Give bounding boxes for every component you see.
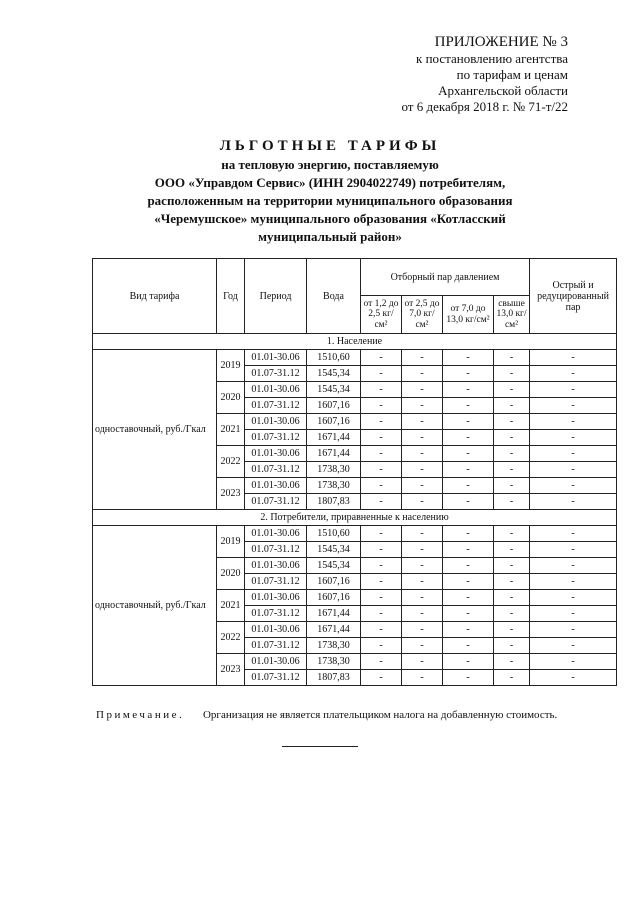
dash-cell: - [530, 574, 617, 590]
dash-cell: - [494, 574, 530, 590]
dash-cell: - [443, 606, 494, 622]
dash-cell: - [530, 446, 617, 462]
period-cell: 01.07-31.12 [245, 606, 307, 622]
dash-cell: - [361, 622, 402, 638]
water-cell: 1671,44 [307, 446, 361, 462]
period-cell: 01.01-30.06 [245, 526, 307, 542]
dash-cell: - [494, 638, 530, 654]
footnote [96, 709, 557, 721]
section-row [93, 510, 617, 526]
period-cell: 01.07-31.12 [245, 366, 307, 382]
appendix-line: Архангельской области [438, 83, 568, 98]
header-pressure-4: свыше 13,0 кг/см² [494, 296, 530, 334]
dash-cell: - [494, 558, 530, 574]
period-cell: 01.01-30.06 [245, 446, 307, 462]
title-main: ЛЬГОТНЫЕ ТАРИФЫ [219, 138, 441, 154]
dash-cell: - [443, 398, 494, 414]
dash-cell: - [530, 366, 617, 382]
period-cell: 01.01-30.06 [245, 382, 307, 398]
dash-cell: - [494, 430, 530, 446]
dash-cell: - [530, 526, 617, 542]
dash-cell: - [361, 446, 402, 462]
water-cell: 1545,34 [307, 366, 361, 382]
dash-cell: - [402, 494, 443, 510]
dash-cell: - [402, 478, 443, 494]
period-cell: 01.01-30.06 [245, 622, 307, 638]
dash-cell: - [402, 414, 443, 430]
title-line: расположенным на территории муниципального образования [147, 193, 513, 208]
water-cell: 1607,16 [307, 574, 361, 590]
dash-cell: - [494, 398, 530, 414]
dash-cell: - [443, 414, 494, 430]
section-title: 1. Население [93, 334, 617, 350]
year-cell: 2020 [217, 382, 245, 414]
appendix-line: к постановлению агентства [416, 51, 568, 66]
dash-cell: - [494, 446, 530, 462]
period-cell: 01.07-31.12 [245, 398, 307, 414]
dash-cell: - [530, 558, 617, 574]
header-pressure-2: от 2,5 до 7,0 кг/см² [402, 296, 443, 334]
dash-cell: - [361, 574, 402, 590]
dash-cell: - [530, 398, 617, 414]
year-cell: 2020 [217, 558, 245, 590]
table-row [93, 350, 617, 366]
dash-cell: - [402, 398, 443, 414]
header-steam: Отборный пар давлением [361, 259, 530, 296]
signature-line [282, 746, 358, 747]
water-cell: 1607,16 [307, 590, 361, 606]
dash-cell: - [402, 654, 443, 670]
period-cell: 01.07-31.12 [245, 462, 307, 478]
dash-cell: - [443, 590, 494, 606]
dash-cell: - [402, 366, 443, 382]
period-cell: 01.07-31.12 [245, 430, 307, 446]
section-row [93, 334, 617, 350]
dash-cell: - [402, 542, 443, 558]
appendix-line: от 6 декабря 2018 г. № 71-т/22 [401, 99, 568, 114]
dash-cell: - [402, 446, 443, 462]
dash-cell: - [443, 638, 494, 654]
header-pressure-1: от 1,2 до 2,5 кг/см² [361, 296, 402, 334]
dash-cell: - [443, 462, 494, 478]
period-cell: 01.01-30.06 [245, 590, 307, 606]
dash-cell: - [443, 526, 494, 542]
table-body [93, 334, 617, 686]
footnote-label: Примечание. [96, 709, 185, 721]
dash-cell: - [402, 574, 443, 590]
dash-cell: - [494, 526, 530, 542]
dash-cell: - [494, 366, 530, 382]
water-cell: 1607,16 [307, 414, 361, 430]
period-cell: 01.07-31.12 [245, 638, 307, 654]
dash-cell: - [443, 622, 494, 638]
dash-cell: - [402, 622, 443, 638]
title-line: на тепловую энергию, поставляемую [221, 157, 439, 172]
dash-cell: - [361, 430, 402, 446]
dash-cell: - [443, 670, 494, 686]
water-cell: 1510,60 [307, 350, 361, 366]
water-cell: 1545,34 [307, 382, 361, 398]
tariff-type-cell: одноставочный, руб./Гкал [93, 526, 217, 686]
title-line: муниципальный район» [258, 229, 402, 244]
dash-cell: - [443, 446, 494, 462]
dash-cell: - [402, 558, 443, 574]
dash-cell: - [402, 638, 443, 654]
water-cell: 1738,30 [307, 462, 361, 478]
dash-cell: - [494, 590, 530, 606]
dash-cell: - [361, 670, 402, 686]
dash-cell: - [494, 670, 530, 686]
dash-cell: - [494, 350, 530, 366]
header-pressure-3: от 7,0 до 13,0 кг/см² [443, 296, 494, 334]
dash-cell: - [402, 350, 443, 366]
dash-cell: - [402, 590, 443, 606]
dash-cell: - [530, 622, 617, 638]
dash-cell: - [530, 638, 617, 654]
header-year: Год [217, 259, 245, 334]
period-cell: 01.01-30.06 [245, 558, 307, 574]
title-line: ООО «Управдом Сервис» (ИНН 2904022749) потребителям, [154, 175, 506, 190]
water-cell: 1807,83 [307, 670, 361, 686]
water-cell: 1671,44 [307, 606, 361, 622]
dash-cell: - [361, 366, 402, 382]
dash-cell: - [530, 606, 617, 622]
dash-cell: - [530, 478, 617, 494]
year-cell: 2023 [217, 478, 245, 510]
period-cell: 01.07-31.12 [245, 542, 307, 558]
dash-cell: - [361, 606, 402, 622]
header-sharp-steam: Острый и редуцированный пар [530, 259, 617, 334]
dash-cell: - [361, 526, 402, 542]
water-cell: 1545,34 [307, 542, 361, 558]
dash-cell: - [530, 462, 617, 478]
year-cell: 2023 [217, 654, 245, 686]
dash-cell: - [494, 494, 530, 510]
dash-cell: - [530, 414, 617, 430]
year-cell: 2022 [217, 622, 245, 654]
dash-cell: - [361, 590, 402, 606]
footnote-text: Организация не является плательщиком налога на добавленную стоимость. [202, 709, 558, 721]
appendix-title: ПРИЛОЖЕНИЕ № 3 [434, 34, 568, 50]
table-row [93, 526, 617, 542]
water-cell: 1738,30 [307, 478, 361, 494]
dash-cell: - [361, 478, 402, 494]
year-cell: 2019 [217, 350, 245, 382]
year-cell: 2021 [217, 414, 245, 446]
dash-cell: - [530, 654, 617, 670]
dash-cell: - [402, 430, 443, 446]
dash-cell: - [494, 606, 530, 622]
dash-cell: - [530, 670, 617, 686]
dash-cell: - [361, 398, 402, 414]
dash-cell: - [443, 350, 494, 366]
dash-cell: - [361, 414, 402, 430]
dash-cell: - [530, 382, 617, 398]
dash-cell: - [530, 494, 617, 510]
dash-cell: - [402, 526, 443, 542]
dash-cell: - [402, 670, 443, 686]
dash-cell: - [402, 462, 443, 478]
tariff-type-cell: одноставочный, руб./Гкал [93, 350, 217, 510]
period-cell: 01.07-31.12 [245, 670, 307, 686]
water-cell: 1671,44 [307, 622, 361, 638]
dash-cell: - [443, 382, 494, 398]
dash-cell: - [530, 430, 617, 446]
document-title [60, 137, 600, 246]
dash-cell: - [494, 542, 530, 558]
dash-cell: - [361, 494, 402, 510]
dash-cell: - [443, 574, 494, 590]
period-cell: 01.07-31.12 [245, 494, 307, 510]
appendix-line: по тарифам и ценам [456, 67, 568, 82]
period-cell: 01.07-31.12 [245, 574, 307, 590]
dash-cell: - [443, 654, 494, 670]
appendix-header [318, 34, 568, 115]
dash-cell: - [443, 430, 494, 446]
dash-cell: - [361, 462, 402, 478]
header-tariff-type: Вид тарифа [93, 259, 217, 334]
dash-cell: - [361, 638, 402, 654]
dash-cell: - [443, 494, 494, 510]
dash-cell: - [402, 606, 443, 622]
dash-cell: - [494, 382, 530, 398]
water-cell: 1738,30 [307, 638, 361, 654]
dash-cell: - [443, 558, 494, 574]
dash-cell: - [494, 414, 530, 430]
dash-cell: - [361, 558, 402, 574]
period-cell: 01.01-30.06 [245, 350, 307, 366]
dash-cell: - [530, 350, 617, 366]
dash-cell: - [494, 478, 530, 494]
period-cell: 01.01-30.06 [245, 414, 307, 430]
section-title: 2. Потребители, приравненные к населению [93, 510, 617, 526]
dash-cell: - [530, 542, 617, 558]
dash-cell: - [402, 382, 443, 398]
water-cell: 1510,60 [307, 526, 361, 542]
water-cell: 1545,34 [307, 558, 361, 574]
dash-cell: - [361, 654, 402, 670]
water-cell: 1807,83 [307, 494, 361, 510]
dash-cell: - [494, 462, 530, 478]
dash-cell: - [361, 542, 402, 558]
dash-cell: - [361, 382, 402, 398]
year-cell: 2021 [217, 590, 245, 622]
period-cell: 01.01-30.06 [245, 654, 307, 670]
water-cell: 1607,16 [307, 398, 361, 414]
dash-cell: - [443, 478, 494, 494]
water-cell: 1671,44 [307, 430, 361, 446]
title-line: «Черемушское» муниципального образования «Котласский [154, 211, 506, 226]
dash-cell: - [530, 590, 617, 606]
header-period: Период [245, 259, 307, 334]
year-cell: 2022 [217, 446, 245, 478]
tariff-table [92, 258, 617, 686]
dash-cell: - [494, 654, 530, 670]
period-cell: 01.01-30.06 [245, 478, 307, 494]
dash-cell: - [494, 622, 530, 638]
dash-cell: - [443, 542, 494, 558]
water-cell: 1738,30 [307, 654, 361, 670]
dash-cell: - [361, 350, 402, 366]
header-water: Вода [307, 259, 361, 334]
year-cell: 2019 [217, 526, 245, 558]
dash-cell: - [443, 366, 494, 382]
